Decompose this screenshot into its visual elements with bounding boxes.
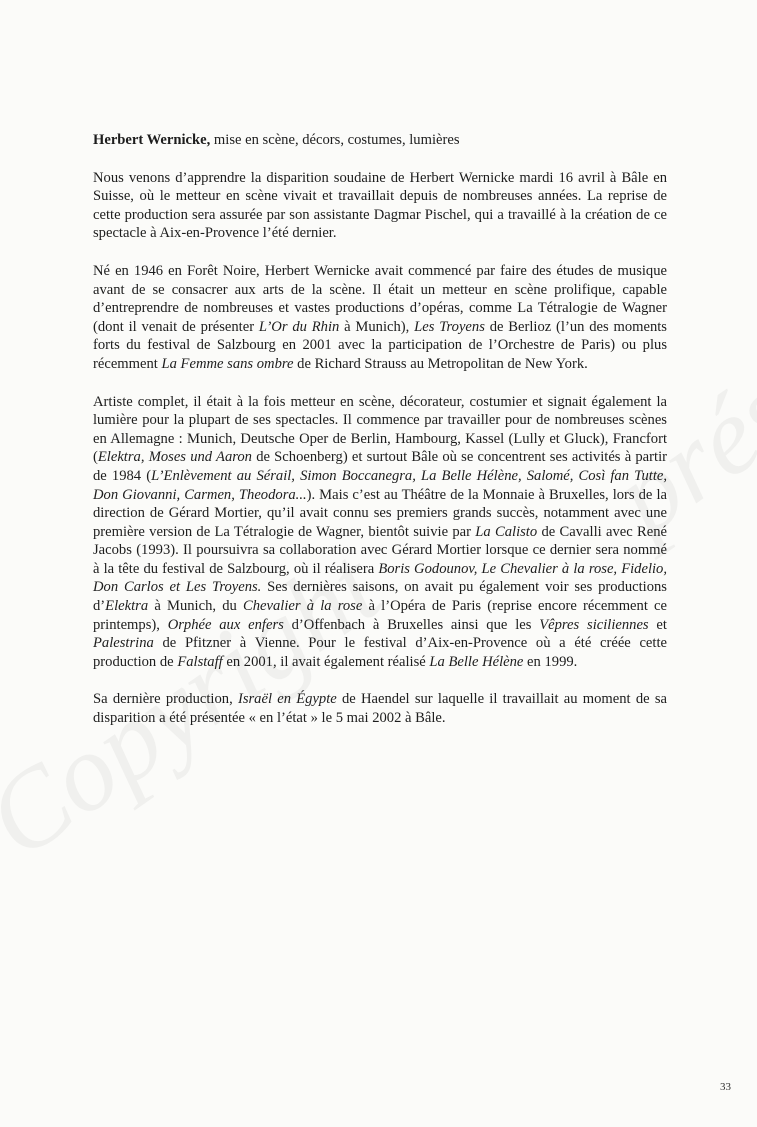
italic-title: Palestrina [93, 635, 154, 652]
text-run: à l’Opéra de Paris (reprise encore récemment ce printemps), [93, 598, 668, 633]
paragraph-2 [93, 262, 667, 374]
paragraph-1 [93, 169, 667, 243]
text-run: de Pfitzner à Vienne. Pour le festival d’Aix-en-Provence où a été créée cette production de [93, 635, 667, 670]
italic-title: Les Troyens [414, 318, 485, 335]
italic-title: Elektra, Moses und Aaron [97, 449, 252, 466]
article-body [93, 131, 667, 747]
italic-title: L’Or du Rhin [258, 318, 340, 335]
text-run: de Richard Strauss au Metropolitan de New York. [293, 355, 588, 372]
text-run: en 1999. [523, 653, 578, 670]
text-run: de Haendel sur laquelle il travaillait au moment de sa disparition a été présentée « en l’état » le 5 mai 2002 à Bâle. [93, 691, 667, 727]
italic-title: Chevalier à la rose [242, 598, 363, 615]
italic-title: La Femme sans ombre [161, 355, 294, 372]
text-run: de Schoenberg) et surtout Bâle où se concentrent ses activités à partir de 1984 ( [93, 449, 667, 484]
text-run: de Cavalli avec René Jacobs (1993). Il poursuivra sa collaboration avec Gérard Mortier lorsque ce dernier sera nommé à la tête du festival de Salzbourg, où il réalisera [93, 523, 668, 577]
text-run: à Munich, du [148, 598, 243, 615]
text-run: ). Mais c’est au Théâtre de la Monnaie à Bruxelles, lors de la direction de Gérard Mortier, qu’il avait connu ses premiers grands succès, notamment avec une première version de La Tétralogie de Wagner, bientôt suivie par [93, 486, 667, 540]
text-run: Sa dernière production, [93, 691, 238, 708]
text-run: en 2001, il avait également réalisé [222, 653, 430, 670]
text-run: Nous venons d’apprendre la disparition soudaine de Herbert Wernicke mardi 16 avril à Bâle en Suisse, où le metteur en scène vivait et travaillait depuis de nombreuses années. La reprise de cette production sera assurée par son assistante Dagmar Pischel, qui a travaillé à la création de ce spectacle à Aix-en-Provence l’été dernier. [93, 169, 667, 242]
person-name: Herbert Wernicke, [93, 132, 211, 148]
person-role: mise en scène, décors, costumes, lumières [210, 132, 460, 148]
text-run: Ses dernières saisons, on avait pu également voir ses productions d’ [93, 579, 667, 615]
italic-title: Boris Godounov, Le Chevalier à la rose, Fidelio, Don Carlos et Les Troyens. [93, 560, 667, 596]
italic-title: La Calisto [475, 523, 538, 540]
text-run: et [648, 616, 667, 633]
italic-title: Vêpres siciliennes [539, 616, 649, 633]
page-number: 33 [720, 1081, 731, 1093]
paragraph-4 [93, 690, 667, 727]
italic-title: L’Enlèvement au Sérail, Simon Boccanegra, La Belle Hélène, Salomé, Così fan Tutte, Don Giovanni, Carmen, Theodora... [93, 467, 668, 503]
text-run: Né en 1946 en Forêt Noire, Herbert Wernicke avait commencé par faire des études de musique avant de se consacrer aux arts de la scène. Il était un metteur en scène prolifique, capable d’entreprendre de nombreuses et vastes productions d’opéras, comme La Tétralogie de Wagner (dont il venait de présenter [93, 262, 667, 335]
section-heading [93, 131, 667, 150]
italic-title: La Belle Hélène [429, 653, 524, 670]
paragraph-3 [93, 393, 667, 672]
italic-title: Orphée aux enfers [167, 616, 284, 633]
text-run: Artiste complet, il était à la fois metteur en scène, décorateur, costumier et signait également la lumière pour la plupart de ses spectacles. Il commence par travailler pour de nombreuses scènes en Allemagne : Munich, Deutsche Oper de Berlin, Hambourg, Kassel (Lully et Gluck), Francfort ( [93, 393, 667, 466]
text-run: à Munich), [339, 318, 415, 335]
text-run: de Berlioz (l’un des moments forts du festival de Salzbourg en 2001 avec la participation de l’Orchestre de Paris) ou plus récemment [93, 318, 667, 372]
italic-title: Israël en Égypte [237, 691, 337, 708]
italic-title: Falstaff [177, 653, 223, 670]
italic-title: Elektra [105, 598, 149, 615]
text-run: d’Offenbach à Bruxelles ainsi que les [283, 616, 540, 633]
